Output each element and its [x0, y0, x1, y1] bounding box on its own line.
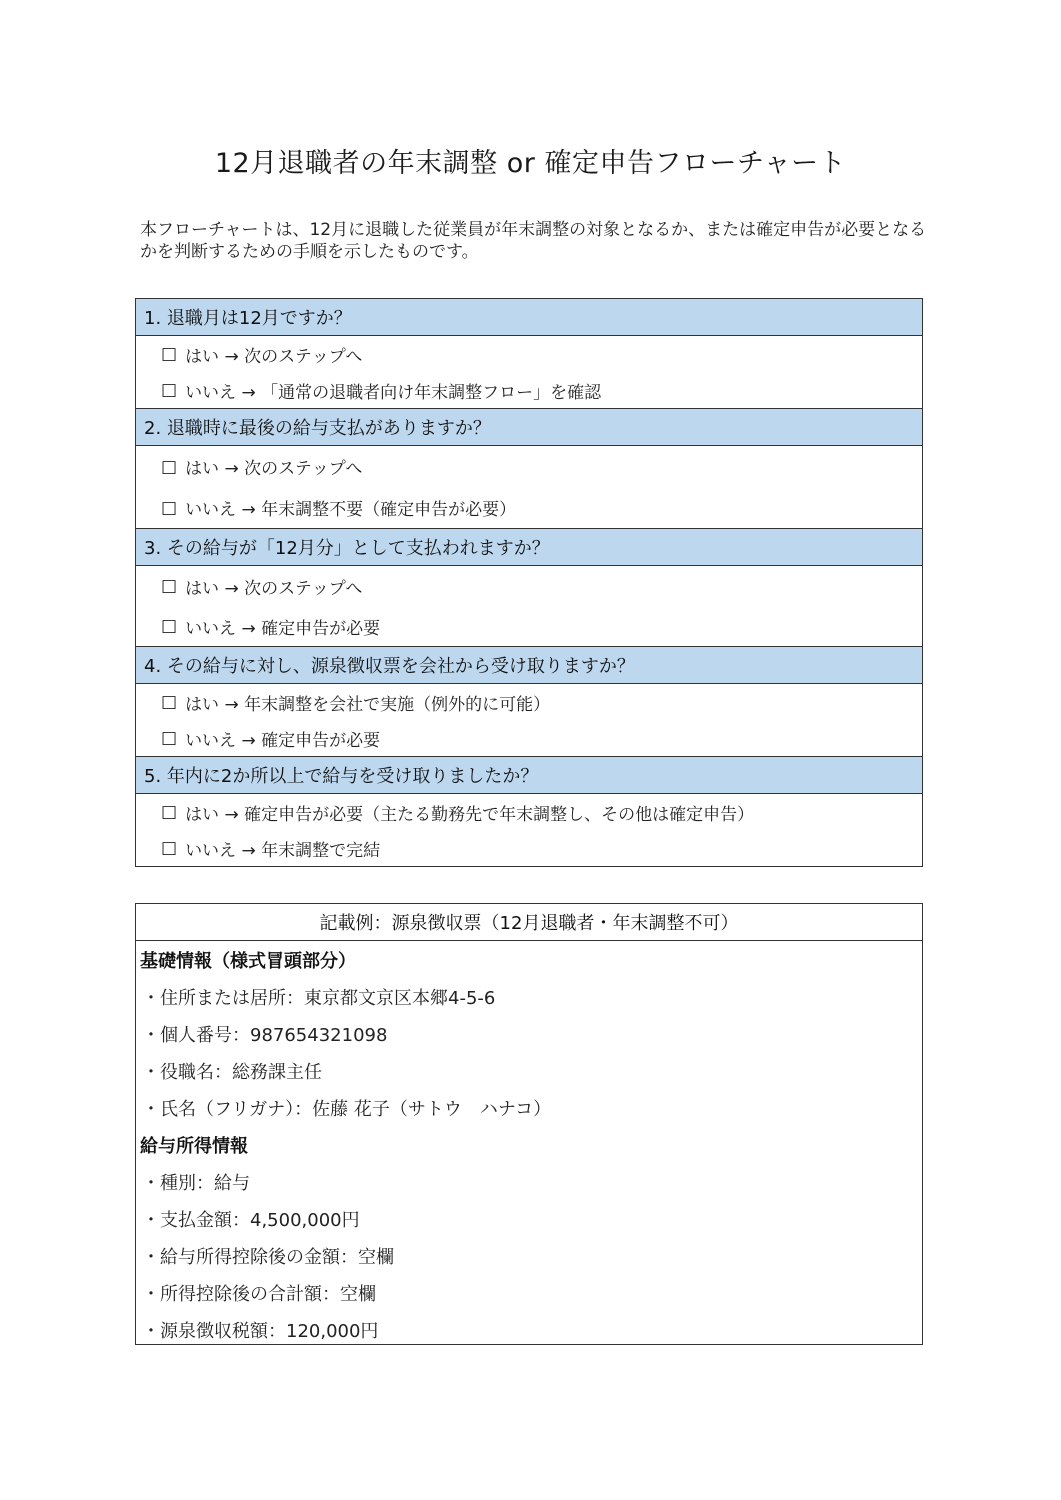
item-type: ・種別：給与	[142, 1172, 250, 1194]
option-label: いいえ → 確定申告が必要	[185, 618, 381, 639]
option-3-yes[interactable]	[136, 566, 922, 606]
item-address: ・住所または居所：東京都文京区本郷4-5-6	[142, 987, 496, 1009]
option-label: いいえ → 「通常の退職者向け年末調整フロー」を確認	[185, 382, 602, 403]
example-header: 記載例：源泉徴収票（12月退職者・年末調整不可）	[136, 904, 922, 941]
option-5-yes[interactable]	[136, 794, 922, 830]
option-3-no[interactable]	[136, 606, 922, 646]
option-label: はい → 次のステップへ	[185, 346, 363, 367]
checkbox-icon[interactable]: □	[161, 576, 178, 596]
checkbox-icon[interactable]: □	[161, 802, 178, 822]
item-payment-amount: ・支払金額：4,500,000円	[142, 1209, 360, 1231]
question-1: 1. 退職月は12月ですか？	[136, 299, 922, 336]
question-4: 4. その給与に対し、源泉徴収票を会社から受け取りますか？	[136, 646, 922, 684]
item-job-title: ・役職名：総務課主任	[142, 1061, 322, 1083]
option-1-yes[interactable]	[136, 336, 922, 372]
option-2-yes[interactable]	[136, 446, 922, 487]
option-2-no[interactable]	[136, 487, 922, 528]
checkbox-icon[interactable]: □	[161, 728, 178, 748]
checkbox-icon[interactable]: □	[161, 692, 178, 712]
option-4-no[interactable]	[136, 720, 922, 756]
intro-text: 本フローチャートは、12月に退職した従業員が年末調整の対象となるか、または確定申告が必要となるかを判断するための手順を示したものです。	[140, 220, 927, 262]
question-3: 3. その給与が「12月分」として支払われますか？	[136, 528, 922, 566]
checkbox-icon[interactable]: □	[161, 456, 178, 477]
option-5-no[interactable]	[136, 830, 922, 866]
checkbox-icon[interactable]: □	[161, 344, 178, 364]
option-label: はい → 次のステップへ	[185, 578, 363, 599]
option-1-no[interactable]	[136, 372, 922, 408]
option-label: いいえ → 年末調整不要（確定申告が必要）	[185, 500, 517, 520]
option-label: はい → 確定申告が必要（主たる勤務先で年末調整し、その他は確定申告）	[185, 804, 755, 825]
option-label: いいえ → 年末調整で完結	[185, 840, 381, 861]
item-total-after-deduction: ・所得控除後の合計額：空欄	[142, 1283, 376, 1305]
section-salary-info: 給与所得情報	[140, 1135, 248, 1157]
question-2: 2. 退職時に最後の給与支払がありますか？	[136, 408, 922, 446]
option-4-yes[interactable]	[136, 684, 922, 720]
item-name: ・氏名（フリガナ）：佐藤 花子（サトウ ハナコ）	[142, 1098, 552, 1120]
item-withholding-tax: ・源泉徴収税額：120,000円	[142, 1320, 379, 1342]
checkbox-icon[interactable]: □	[161, 380, 178, 400]
checkbox-icon[interactable]: □	[161, 838, 178, 858]
withholding-slip-example	[135, 903, 923, 1345]
checkbox-icon[interactable]: □	[161, 497, 178, 518]
option-label: はい → 年末調整を会社で実施（例外的に可能）	[185, 694, 551, 715]
option-label: はい → 次のステップへ	[185, 459, 363, 479]
question-5: 5. 年内に2か所以上で給与を受け取りましたか？	[136, 756, 922, 794]
option-label: いいえ → 確定申告が必要	[185, 730, 381, 751]
page-title: 12月退職者の年末調整 or 確定申告フローチャート	[214, 148, 847, 179]
item-after-deduction: ・給与所得控除後の金額：空欄	[142, 1246, 394, 1268]
checkbox-icon[interactable]: □	[161, 616, 178, 636]
item-personal-number: ・個人番号：987654321098	[142, 1024, 388, 1046]
flowchart-table	[135, 298, 923, 867]
section-basic-info: 基礎情報（様式冒頭部分）	[140, 950, 356, 972]
